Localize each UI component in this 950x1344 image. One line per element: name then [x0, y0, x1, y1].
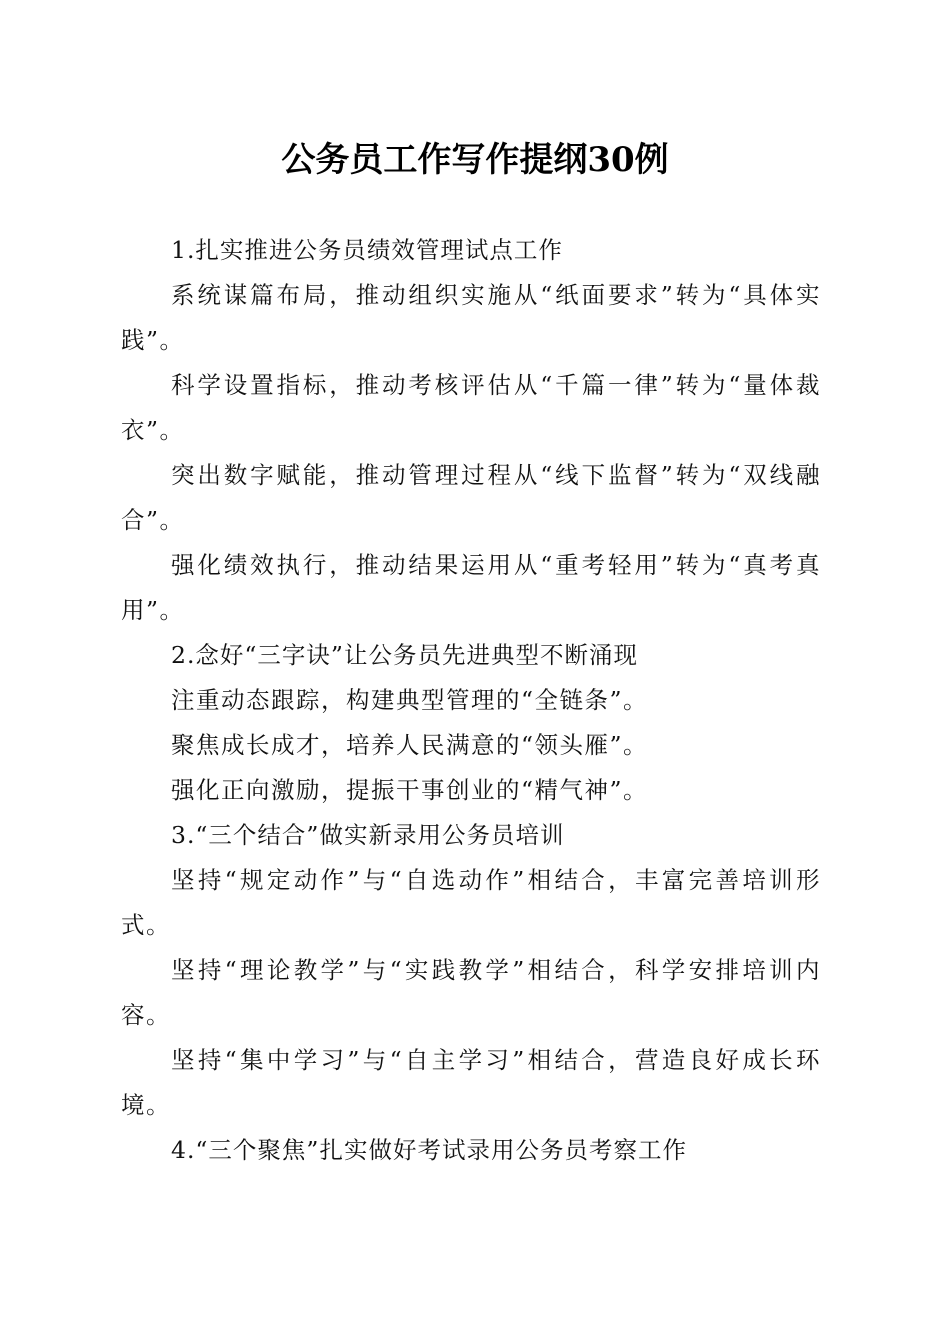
paragraph: 突出数字赋能，推动管理过程从“线下监督”转为“双线融合”。 — [121, 461, 821, 534]
paragraph: 坚持“规定动作”与“自选动作”相结合，丰富完善培训形式。 — [121, 866, 821, 939]
paragraph: 注重动态跟踪，构建典型管理的“全链条”。 — [171, 686, 649, 714]
section-heading: 4.“三个聚焦”扎实做好考试录用公务员考察工作 — [171, 1136, 687, 1164]
paragraph: 强化正向激励，提振干事创业的“精气神”。 — [171, 776, 649, 804]
paragraph: 聚焦成长成才，培养人民满意的“领头雁”。 — [171, 731, 649, 759]
section-heading: 3.“三个结合”做实新录用公务员培训 — [171, 821, 565, 849]
paragraph: 强化绩效执行，推动结果运用从“重考轻用”转为“真考真用”。 — [121, 551, 821, 624]
section-heading: 2.念好“三字诀”让公务员先进典型不断涌现 — [171, 641, 638, 669]
document-body — [121, 228, 821, 1173]
document-title: 公务员工作写作提纲30例 — [281, 140, 669, 180]
paragraph: 科学设置指标，推动考核评估从“千篇一律”转为“量体裁衣”。 — [121, 371, 821, 444]
paragraph: 系统谋篇布局，推动组织实施从“纸面要求”转为“具体实践”。 — [121, 281, 821, 354]
section-heading: 1.扎实推进公务员绩效管理试点工作 — [171, 236, 563, 264]
paragraph: 坚持“集中学习”与“自主学习”相结合，营造良好成长环境。 — [121, 1046, 821, 1119]
paragraph: 坚持“理论教学”与“实践教学”相结合，科学安排培训内容。 — [121, 956, 821, 1029]
